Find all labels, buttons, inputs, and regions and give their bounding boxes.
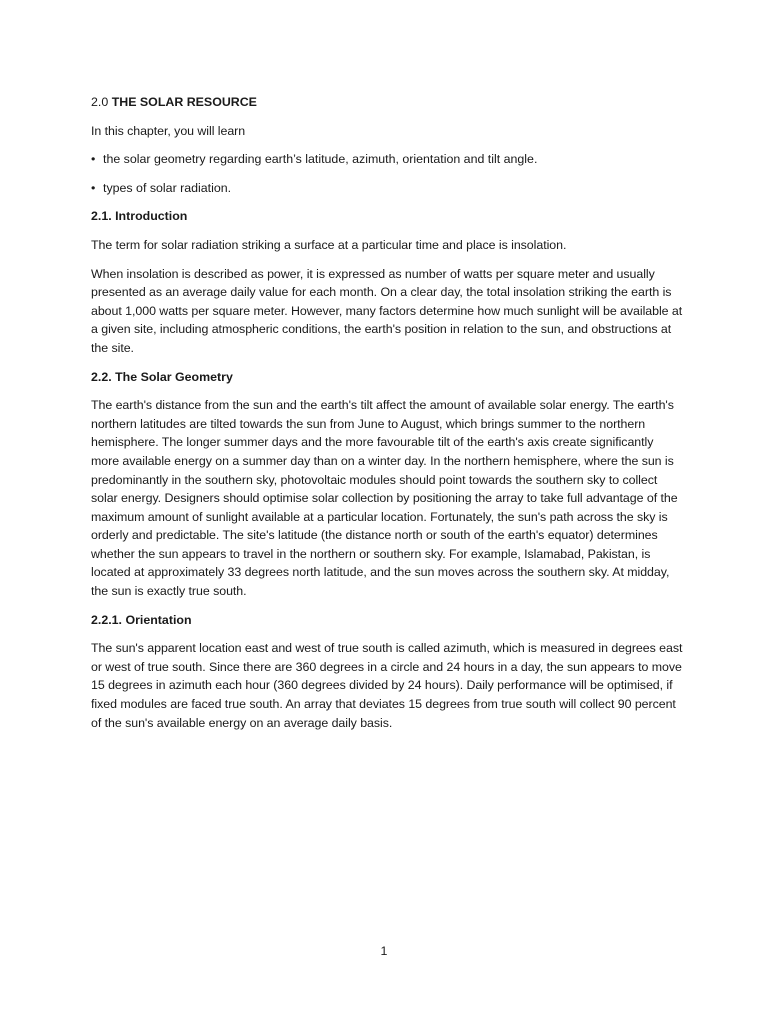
paragraph: The earth's distance from the sun and the earth's tilt affect the amount of available solar energy. The earth's northern latitudes are tilted towards the sun from June to August, which brings summer to the northern hemisphere. The longer summer days and the more favourable tilt of the earth's axis create significantly more available energy on a summer day than on a winter day. In the northern hemisphere, where the sun is predominantly in the southern sky, photovoltaic modules should point towards the southern sky to collect solar energy. Designers should optimise solar collection by positioning the array to take full advantage of the maximum amount of sunlight available at a particular location. Fortunately, the sun's path across the sky is orderly and predictable. The site's latitude (the distance north or south of the earth's equator) determines whether the sun appears to travel in the northern or southern sky. For example, Islamabad, Pakistan, is located at approximately 33 degrees north latitude, and the sun moves across the southern sky. At midday, the sun is exactly true south.: [91, 398, 678, 599]
document-page: [91, 93, 683, 742]
section-heading-solar-geometry: 2.2. The Solar Geometry: [91, 369, 233, 384]
chapter-title: [91, 93, 683, 112]
paragraph: The term for solar radiation striking a surface at a particular time and place is insolation.: [91, 237, 567, 252]
list-item: [91, 150, 683, 169]
intro-text: In this chapter, you will learn: [91, 123, 246, 138]
chapter-title-text: THE SOLAR RESOURCE: [111, 95, 257, 109]
section-heading-introduction: 2.1. Introduction: [91, 209, 188, 224]
page-number: 1: [380, 944, 388, 958]
list-item-text: the solar geometry regarding earth’s latitude, azimuth, orientation and tilt angle.: [103, 152, 538, 167]
bullet-icon: •: [91, 152, 96, 167]
section-heading-orientation: 2.2.1. Orientation: [91, 612, 192, 627]
list-item-text: types of solar radiation.: [103, 180, 232, 195]
bullet-icon: •: [91, 180, 96, 195]
learning-objectives-list: [91, 150, 683, 197]
list-item: [91, 179, 683, 198]
chapter-number: 2.0: [91, 95, 109, 109]
paragraph: The sun's apparent location east and west of true south is called azimuth, which is measured in degrees east or west of true south. Since there are 360 degrees in a circle and 24 hours in a day, the sun appears to move 15 degrees in azimuth each hour (360 degrees divided by 24 hours). Daily performance will be optimised, if fixed modules are faced true south. An array that deviates 15 degrees from true south will collect 90 percent of the sun's available energy on an average daily basis.: [91, 641, 683, 730]
paragraph: When insolation is described as power, it is expressed as number of watts per square meter and usually presented as an average daily value for each month. On a clear day, the total insolation striking the earth is about 1,000 watts per square meter. However, many factors determine how much sunlight will be available at a given site, including atmospheric conditions, the earth's position in relation to the sun, and obstructions at the site.: [91, 266, 683, 355]
